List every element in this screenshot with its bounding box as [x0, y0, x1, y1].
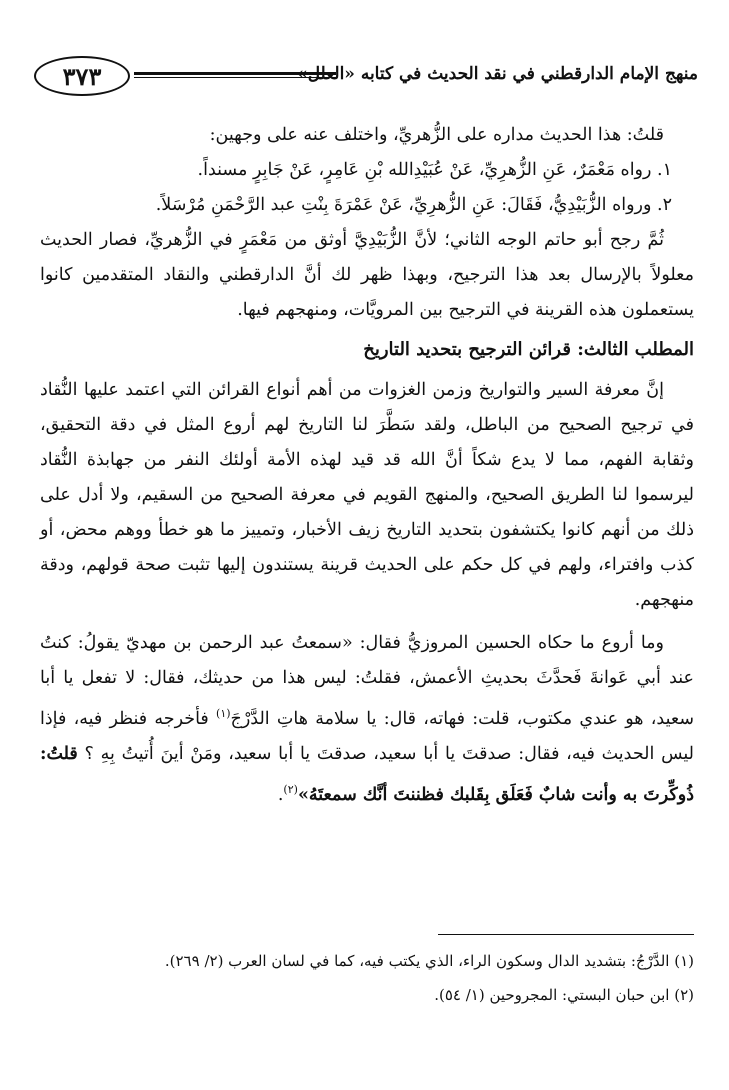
list-item-2: ٢. ورواه الزُّبَيْدِيُّ، فَقَالَ: عَنِ الزُّهرِيِّ، عَنْ عَمْرَةَ بِنْتِ عبد الرَّحْمَنِ مُرْسَلاً.: [155, 195, 672, 215]
footnote-separator: [438, 934, 694, 935]
footnote-ref-1[interactable]: (١): [216, 707, 231, 720]
paragraph-history: إنَّ معرفة السير والتواريخ وزمن الغزوات من أهم أنواع القرائن التي اعتمد عليها النُّقاد في ترجيح الصحيح من الباطل، ولقد سَطَّرَ لنا التاريخ لهم أروع المثل في دقة التحقيق، وثقابة الفهم، مما لا يدع شكاً أنَّ الله قد قيد لهذه الأمة أولئك النفر من جهابذة النُّقاد ليرسموا لنا الطريق الصحيح، والمنهج القويم في معرفة الصحيح من السقيم، ولا أدل على ذلك من أنهم كانوا يكتشفون بتحديد التاريخ زيف الأخبار، وتمييز ما هو خطأ ووهم محض، أو كذب وافتراء، ولهم في كل حكم على الحديث قرينة يستندون إليها تثبت صحة قولهم، ودقة منهجهم.: [40, 380, 694, 610]
anecdote-text-c: قلتُ: ذُوكِّرتَ به وأنت شابٌ فَعَلَق بِقَلبك فظننتَ أنَّك سمعتَهُ»: [40, 743, 694, 805]
footnote-1: (١) الدَّرْجُ: بتشديد الدال وسكون الراء، الذي يكتب فيه، كما في لسان العرب (٢/ ٢٦٩).: [164, 952, 694, 970]
anecdote-end: .: [277, 784, 284, 805]
paragraph-intro: قلتُ: هذا الحديث مداره على الزُّهريِّ، واختلف عنه على وجهين:: [209, 125, 664, 145]
paragraph-anecdote: [40, 626, 694, 813]
page-number: ٣٧٣: [34, 56, 130, 96]
footnote-ref-2[interactable]: (٢): [283, 782, 298, 796]
anecdote-text-a: وما أروع ما حكاه الحسين المروزيُّ فقال: «سمعتُ عبد الرحمن بن مهديّ يقولُ: كنتُ عند أبي عَوانةَ فَحدَّثَ بحديثِ الأعمش، فقلتُ: ليس هذا من حديثك، فقال: لا تفعل يا أبا سعيد، هو عندي مكتوب، قلت: فهاته، قال: يا سلامة هاتِ الدَّرْجَ: [40, 633, 694, 729]
paragraph-conclusion: ثُمَّ رجح أبو حاتم الوجه الثاني؛ لأنَّ الزُّبَيْدِيَّ أوثق من مَعْمَرٍ في الزُّهريِّ، فصار الحديث معلولاً بالإرسال بعد هذا الترجيح، وبهذا ظهر لك أنَّ الدارقطني والنقاد المتقدمين كانوا يستعملون هذه القرينة في الترجيح بين المرويَّات، ومنهجهم فيها.: [40, 230, 694, 320]
main-text: [40, 118, 694, 813]
anecdote-text-b: فأخرجه فنظر فيه، فإذا ليس الحديث فيه، فقال: صدقتَ يا أبا سعيد، صدقتَ يا أبا سعيد، ومَنْ أينَ أُتيتُ بِهِ ؟: [40, 708, 694, 764]
running-title: منهج الإمام الدارقطني في نقد الحديث في كتابه «العلل»: [297, 64, 698, 84]
footnotes: [40, 944, 694, 1012]
footnote-2: (٢) ابن حبان البستي: المجروحين (١/ ٥٤).: [434, 986, 694, 1004]
list-item-1: ١. رواه مَعْمَرٌ، عَنِ الزُّهرِيِّ، عَنْ عُبَيْدِالله بْنِ عَامِرٍ، عَنْ جَابِرٍ مسنداً.: [197, 160, 672, 180]
page-header: [34, 56, 698, 102]
paragraph-gap: [40, 618, 694, 626]
section-heading: المطلب الثالث: قرائن الترجيح بتحديد التاريخ: [363, 339, 694, 360]
